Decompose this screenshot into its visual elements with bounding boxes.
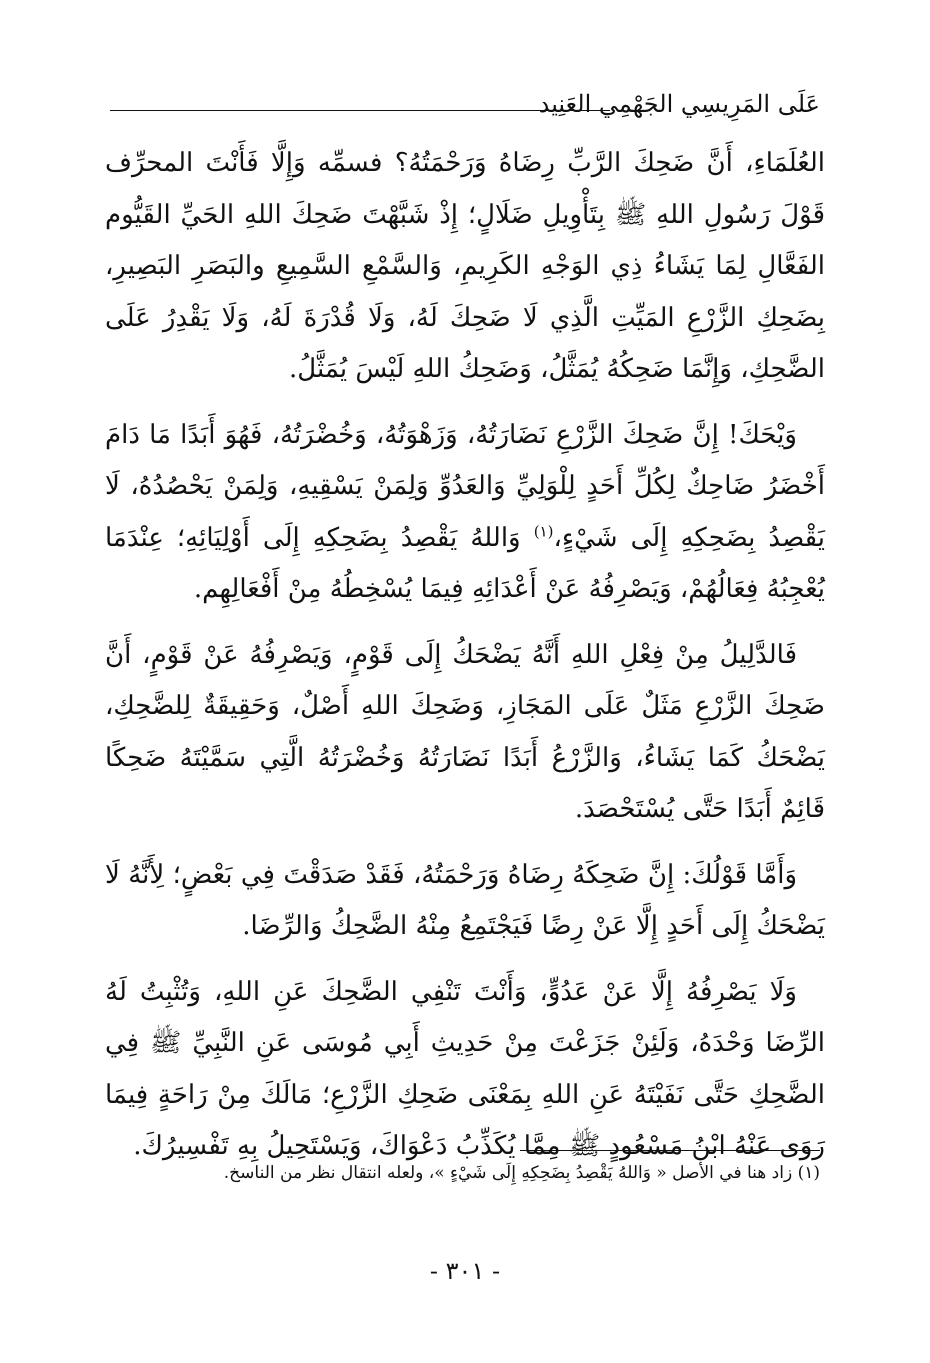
footnote: (١) زاد هنا في الأصل « وَاللهُ يَقْصِدُ بِضَحِكِهِ إِلَى شَيْءٍ »، ولعله انتقال نظر من الناسخ. [223,1163,820,1183]
paragraph: وَأَمَّا قَوْلُكَ: إِنَّ ضَحِكَهُ رِضَاهُ وَرَحْمَتُهُ، فَقَدْ صَدَقْتَ فِي بَعْضٍ؛ لِأَنَّهُ لَا يَضْحَكُ إِلَى أَحَدٍ إِلَّا عَنْ رِضًا فَيَجْتَمِعُ مِنْهُ الضَّحِكُ وَالرِّضَا. [105,859,825,941]
paragraph: فَالدَّلِيلُ مِنْ فِعْلِ اللهِ أَنَّهُ يَضْحَكُ إِلَى قَوْمٍ، وَيَصْرِفُهُ عَنْ قَوْمٍ، أَنَّ ضَحِكَ الزَّرْعِ مَثَلٌ عَلَى المَجَازِ، وَضَحِكَ اللهِ أَصْلٌ، وَحَقِيقَةٌ لِلضَّحِكِ، يَضْحَكُ كَمَا يَشَاءُ، وَالزَّرْعُ أَبَدًا نَضَارَتُهُ وَخُضْرَتُهُ الَّتِي سَمَّيْتَهُ ضَحِكًا قَائِمٌ أَبَدًا حَتَّى يُسْتَحْصَدَ. [105,639,825,824]
paragraph: العُلَمَاءِ، أَنَّ ضَحِكَ الرَّبِّ رِضَاهُ وَرَحْمَتُهُ؟ فسمِّه وَإِلَّا فَأَنْتَ المحرِّف قَوْلَ رَسُولِ اللهِ ﷺ بِتَأْوِيلِ ضَلَالٍ؛ إِذْ شَبَّهْتَ ضَحِكَ اللهِ الحَيِّ القَيُّوم الفَعَّالِ لِمَا يَشَاءُ ذِي الوَجْهِ الكَرِيمِ، وَالسَّمْعِ السَّمِيعِ والبَصَرِ البَصِيرِ، بِضَحِكِ الزَّرْعِ المَيِّتِ الَّذِي لَا ضَحِكَ لَهُ، وَلَا قُدْرَةَ لَهُ، وَلَا يَقْدِرُ عَلَى الضَّحِكِ، وَإِنَّمَا ضَحِكُهُ يُمَثَّلُ، وَضَحِكُ اللهِ لَيْسَ يُمَثَّلُ. [105,148,825,384]
header-rule [110,110,610,111]
paragraph-part: وَاللهُ يَقْصِدُ بِضَحِكِهِ إِلَى أَوْلِيَائِهِ؛ عِنْدَمَا يُعْجِبُهُ فِعَالُهُمْ، وَيَصْرِفُهُ عَنْ أَعْدَائِهِ فِيمَا يُسْخِطُهُ مِنْ أَفْعَالِهِم. [105,522,825,604]
running-header [110,88,820,128]
footnote-marker: (١) [533,521,554,540]
footnote-rule [520,1150,820,1151]
main-text [105,138,825,1187]
paragraph-part: وَيْحَكَ! إِنَّ ضَحِكَ الزَّرْعِ نَضَارَتُهُ، وَزَهْوَتُهُ، وَخُضْرَتُهُ، فَهُوَ أَبَدًا مَا دَامَ أَخْضَرُ ضَاحِكٌ لِكُلِّ أَحَدٍ لِلْوَلِيِّ وَالعَدُوِّ وَلِمَنْ يَسْقِيهِ، وَلِمَنْ يَحْصُدُهُ، لَا يَقْصِدُ بِضَحِكِهِ إِلَى شَيْءٍ، [105,419,826,553]
page-number: - ٣٠١ - [429,1257,501,1285]
paragraph: وَلَا يَصْرِفُهُ إِلَّا عَنْ عَدُوٍّ، وَأَنْتَ تَنْفِي الضَّحِكَ عَنِ اللهِ، وَتُثْبِتُ لَهُ الرِّضَا وَحْدَهُ، وَلَئِنْ جَزَعْتَ مِنْ حَدِيثِ أَبِي مُوسَى عَنِ النَّبِيِّ ﷺ فِي الضَّحِكِ حَتَّى نَفَيْتَهُ عَنِ اللهِ بِمَعْنَى ضَحِكِ الزَّرْعِ؛ مَالَكَ مِنْ رَاحَةٍ فِيمَا رَوَى عَنْهُ ابْنُ مَسْعُودٍ ﷺ مِمَّا يُكَذِّبُ دَعْوَاكَ، وَيَسْتَحِيلُ بِهِ تَفْسِيرُكَ. [105,976,825,1161]
header-title: عَلَى المَرِيسِي الجَهْمِي العَنِيد [538,90,820,118]
paragraph-with-footnote [105,410,825,616]
